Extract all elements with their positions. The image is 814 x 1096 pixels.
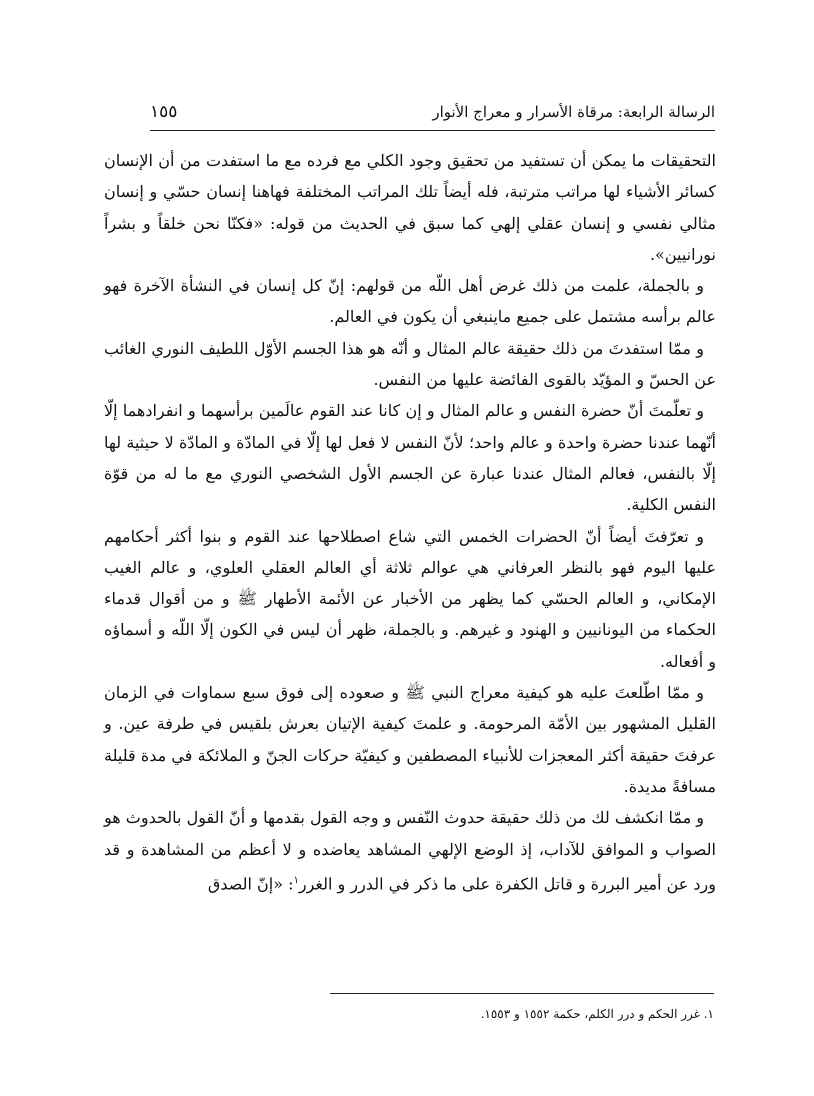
footnote-marker: ١ [293,874,299,886]
paragraph-7 [104,802,716,899]
paragraph-7-text: و ممّا انكشف لك من ذلك حقيقة حدوث النّفس و وجه القول بقدمها و أنّ القول بالحدوث هو الصواب و الموافق للآداب، إذ الوضع الإلهي المشاهد يعاضده و لا أعظم من المشاهدة و قد ورد عن أمير البررة و قاتل الكفرة على ما ذكر في الدرر و الغرر [104,808,716,894]
paragraph-1: التحقيقات ما يمكن أن تستفيد من تحقيق وجود الكلي مع فرده مع ما استفدت من أن الإنسان كسائر الأشياء لها مراتب مترتبة، فله أيضاً تلك المراتب المختلفة فهاهنا إنسان حسّي و إنسان مثالي نفسي و إنسان عقلي إلهي كما سبق في الحديث من قوله: «فكنّا نحن خلقاً و بشراً نورانيين». [104,151,716,264]
paragraph-4: و تعلّمتَ أنّ حضرة النفس و عالم المثال و إن كانا عند القوم عالَمين برأسهما و انفرادهما إلّا أنّهما عندنا حضرة واحدة و عالم واحد؛ لأنّ النفس لا فعل لها إلّا في المادّة و المادّة لا حيثية لها إلّا بالنفس، فعالم المثال عندنا عبارة عن الجسم الأول الشخصي النوري مع ما له من قوّة النفس الكلية. [104,401,716,515]
page-number: ١٥٥ [150,102,178,122]
paragraph-5: و تعرّفتَ أيضاً أنّ الحضرات الخمس التي شاع اصطلاحها عند القوم و بنوا أكثر أحكامهم عليها اليوم فهو بالنظر العرفاني هي عوالم ثلاثة أي العالم العقلي العلوي، و عالم الغيب الإمكاني، و العالم الحسّي كما يظهر من الأخبار عن الأئمة الأطهار ﷺ و من أقوال قدماء الحكماء من اليونانيين و الهنود و غيرهم. و بالجملة، ظهر أن ليس في الكون إلّا اللّه و أسماؤه و أفعاله. [104,526,716,671]
footnote: ١. غرر الحكم و درر الكلم، حكمة ١٥٥٢ و ١٥٥٣. [480,1007,714,1021]
header-rule [150,130,715,131]
body-text [104,145,716,899]
footnote-rule [330,993,714,994]
paragraph-2: و بالجملة، علمت من ذلك غرض أهل اللّه من قولهم: إنّ كل إنسان في النشأة الآخرة فهو عالم برأسه مشتمل على جميع ماينبغي أن يكون في العالم. [104,276,716,327]
running-title: الرسالة الرابعة: مرقاة الأسرار و معراج الأنوار [432,103,715,121]
paragraph-6: و ممّا اطّلعتَ عليه هو كيفية معراج النبي ﷺ و صعوده إلى فوق سبع سماوات في الزمان القليل المشهور بين الأمّة المرحومة. و علمتَ كيفية الإتيان بعرش بلقيس في طرفة عين. و عرفتَ حقيقة أكثر المعجزات للأنبياء المصطفين و كيفيّة حركات الجنّ و الملائكة في مدة قليلة مسافةً مديدة. [104,683,716,796]
paragraph-3: و ممّا استفدتَ من ذلك حقيقة عالم المثال و أنّه هو هذا الجسم الأوّل اللطيف النوري الغائب عن الحسّ و المؤيّد بالقوى الفائضة عليها من النفس. [104,338,716,390]
page-header [150,98,715,126]
paragraph-7-end: : «إنّ الصدق [207,874,294,894]
